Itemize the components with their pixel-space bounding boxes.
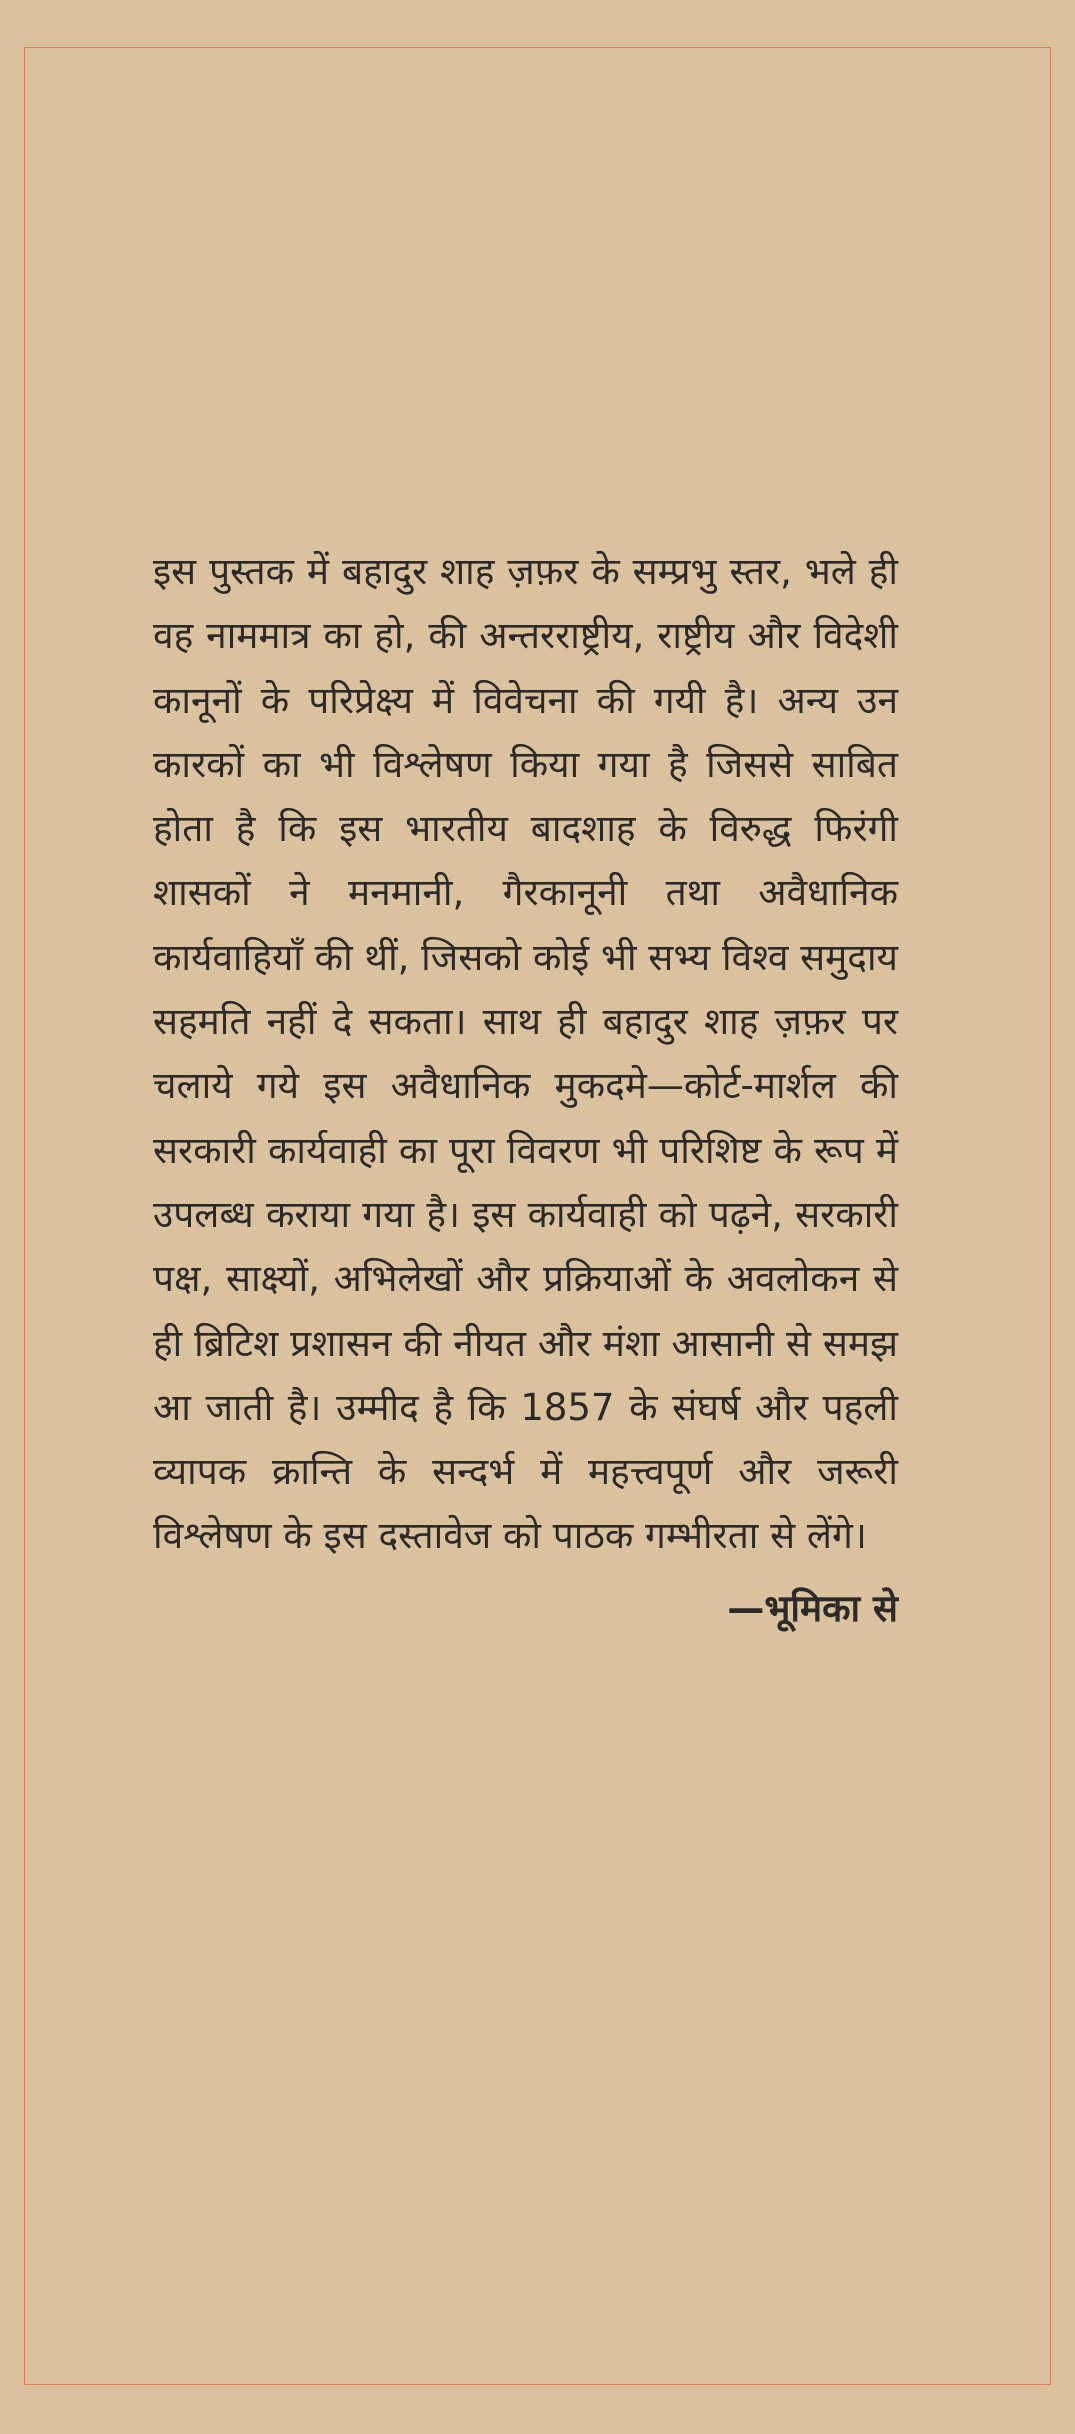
body-paragraph: इस पुस्तक में बहादुर शाह ज़फ़र के सम्प्रभु स्तर, भले ही वह नाममात्र का हो, की अन्तरराष्ट्रीय, राष्ट्रीय और विदेशी कानूनों के परिप्रेक्ष्य में विवेचना की गयी है। अन्य उन कारकों का भी विश्लेषण किया गया है जिससे साबित होता है कि इस भारतीय बादशाह के विरुद्ध फिरंगी शासकों ने मनमानी, गैरकानूनी तथा अवैधानिक कार्यवाहियाँ की थीं, जिसको कोई भी सभ्य विश्व समुदाय सहमति नहीं दे सकता। साथ ही बहादुर शाह ज़फ़र पर चलाये गये इस अवैधानिक मुकदमे—कोर्ट-मार्शल की सरकारी कार्यवाही का पूरा विवरण भी परिशिष्ट के रूप में उपलब्ध कराया गया है। इस कार्यवाही को पढ़ने, सरकारी पक्ष, साक्ष्यों, अभिलेखों और प्रक्रियाओं के अवलोकन से ही ब्रिटिश प्रशासन की नीयत और मंशा आसानी से समझ आ जाती है। उम्मीद है कि 1857 के संघर्ष और पहली व्यापक क्रान्ति के सन्दर्भ में महत्त्वपूर्ण और जरूरी विश्लेषण के इस दस्तावेज को पाठक गम्भीरता से लेंगे। [153,550,898,1558]
attribution: —भूमिका से [727,1586,898,1630]
flap-text-block [153,540,898,1641]
